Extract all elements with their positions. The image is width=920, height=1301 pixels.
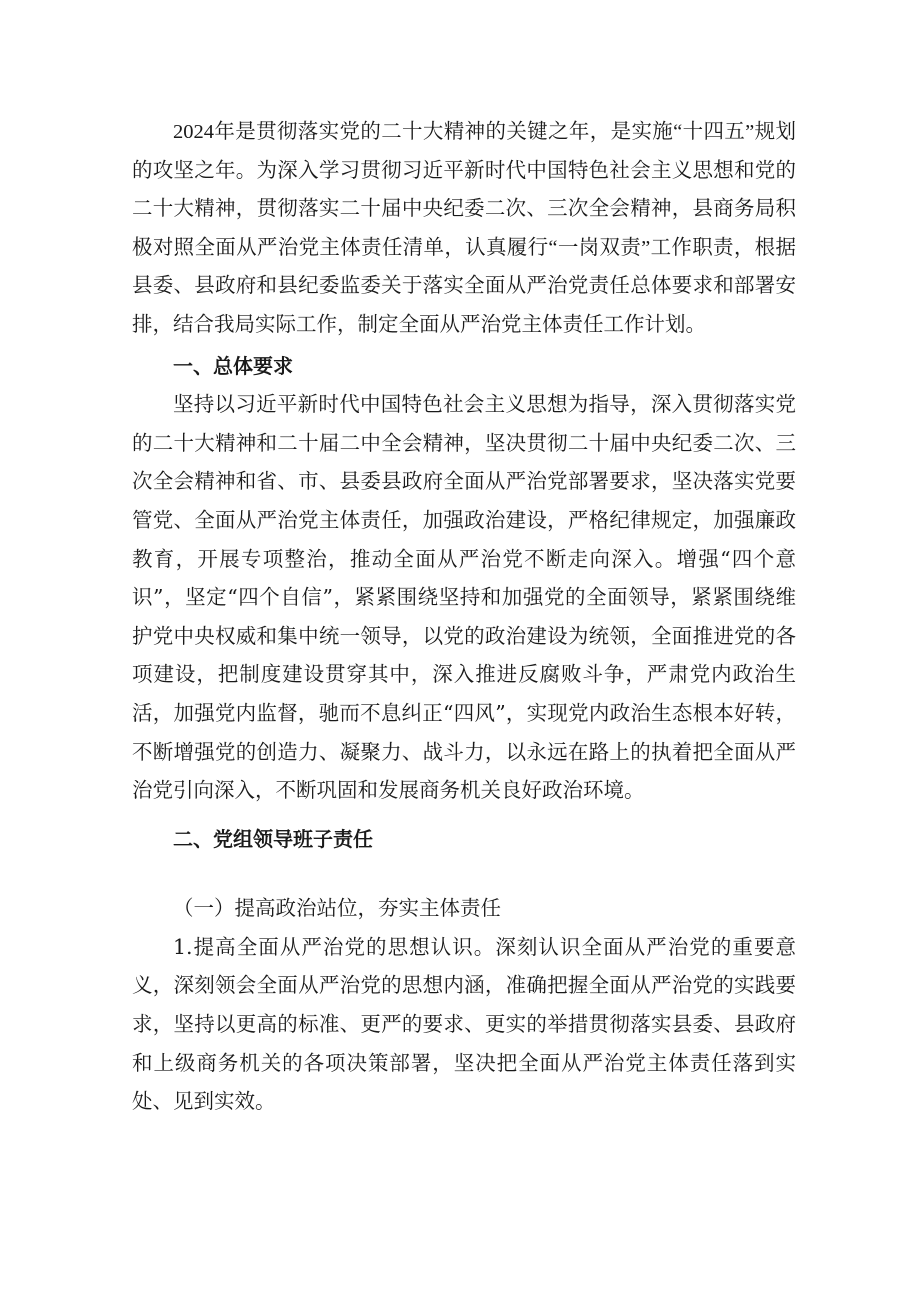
document-body (132, 113, 796, 1121)
subsection-heading-political-stance: （一）提高政治站位，夯实主体责任 (173, 896, 501, 921)
section-heading-leadership-responsibility: 二、党组领导班子责任 (173, 826, 373, 851)
section-heading-general-requirements: 一、总体要求 (173, 353, 293, 378)
general-requirements-paragraph: 坚持以习近平新时代中国特色社会主义思想为指导，深入贯彻落实党的二十大精神和二十届二中全会精神，坚决贯彻二十届中央纪委二次、三次全会精神和省、市、县委县政府全面从严治党部署要求，坚决落实党要管党、全面从严治党主体责任，加强政治建设，严格纪律规定，加强廉政教育，开展专项整治，推动全面从严治党不断走向深入。增强“四个意识”，坚定“四个自信”，紧紧围绕坚持和加强党的全面领导，紧紧围绕维护党中央权威和集中统一领导，以党的政治建设为统领，全面推进党的各项建设，把制度建设贯穿其中，深入推进反腐败斗争，严肃党内政治生活，加强党内监督，驰而不息纠正“四风”，实现党内政治生态根本好转，不断增强党的创造力、凝聚力、战斗力，以永远在路上的执着把全面从严治党引向深入，不断巩固和发展商务机关良好政治环境。 (132, 392, 796, 803)
item-paragraph-1: 1.提高全面从严治党的思想认识。深刻认识全面从严治党的重要意义，深刻领会全面从严治党的思想内涵，准确把握全面从严治党的实践要求，坚持以更高的标准、更严的要求、更实的举措贯彻落实县委、县政府和上级商务机关的各项决策部署，坚决把全面从严治党主体责任落到实处、见到实效。 (132, 934, 796, 1114)
intro-paragraph: 2024年是贯彻落实党的二十大精神的关键之年，是实施“十四五”规划的攻坚之年。为深入学习贯彻习近平新时代中国特色社会主义思想和党的二十大精神，贯彻落实二十届中央纪委二次、三次全会精神，县商务局积极对照全面从严治党主体责任清单，认真履行“一岗双责”工作职责，根据县委、县政府和县纪委监委关于落实全面从严治党责任总体要求和部署安排，结合我局实际工作，制定全面从严治党主体责任工作计划。 (132, 121, 796, 336)
